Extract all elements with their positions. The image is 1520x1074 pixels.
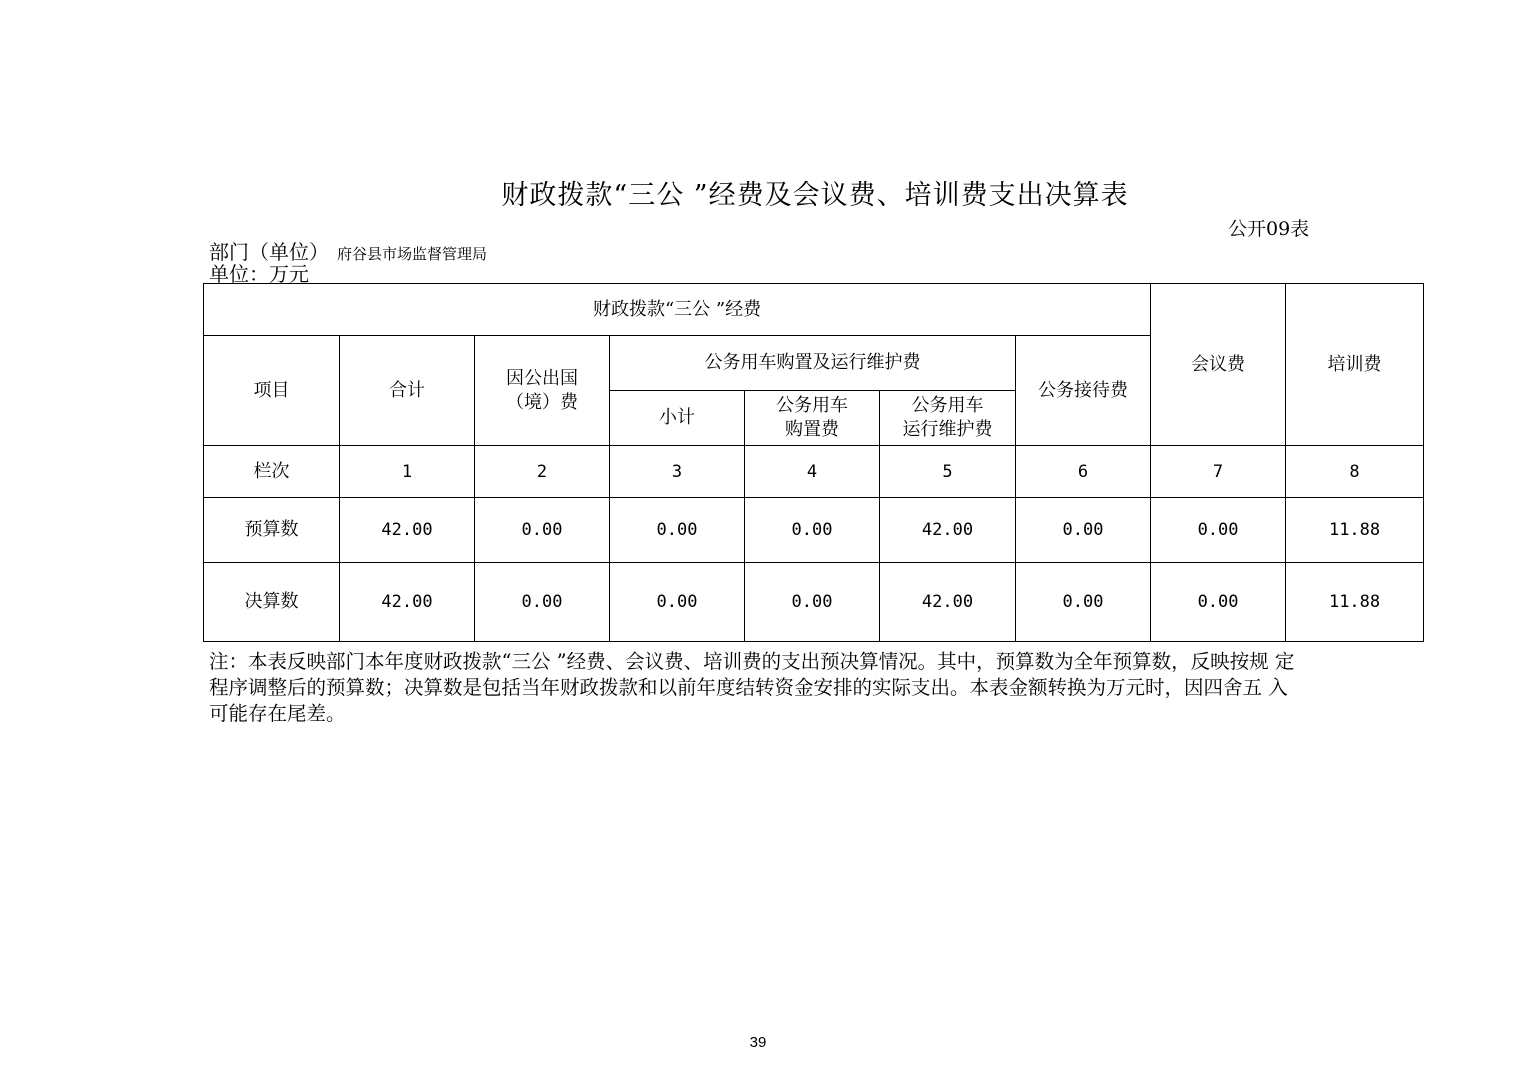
table-cell: 0.00 — [1016, 498, 1151, 563]
department-label: 部门（单位） — [209, 240, 329, 264]
header-item: 项目 — [204, 336, 340, 446]
table-cell: 0.00 — [610, 498, 745, 563]
table-cell: 1 — [340, 446, 475, 498]
table-cell: 42.00 — [880, 563, 1016, 642]
table-cell: 42.00 — [340, 498, 475, 563]
header-reception-fee: 公务接待费 — [1016, 336, 1151, 446]
group-header-cell: 财政拨款“三公 ”经费 — [204, 284, 1151, 336]
header-training-fee: 培训费 — [1286, 284, 1424, 446]
header-meeting-fee: 会议费 — [1151, 284, 1286, 446]
department-value: 府谷县市场监督管理局 — [337, 245, 488, 263]
table-cell: 11.88 — [1286, 498, 1424, 563]
table-row — [204, 446, 1424, 498]
table-cell: 7 — [1151, 446, 1286, 498]
table-row — [204, 498, 1424, 563]
header-vehicle-subtotal: 小计 — [610, 391, 745, 446]
header-vehicle-purchase: 公务用车 购置费 — [745, 391, 880, 446]
table-cell: 0.00 — [1151, 563, 1286, 642]
table-cell: 0.00 — [745, 563, 880, 642]
table-cell: 0.00 — [1016, 563, 1151, 642]
table-cell: 8 — [1286, 446, 1424, 498]
row-label: 栏次 — [204, 446, 340, 498]
document-title: 财政拨款“三公 ”经费及会议费、培训费支出决算表 — [501, 180, 1129, 211]
table-cell: 2 — [475, 446, 610, 498]
table-cell: 11.88 — [1286, 563, 1424, 642]
table-cell: 42.00 — [880, 498, 1016, 563]
table-cell: 4 — [745, 446, 880, 498]
table-cell: 0.00 — [475, 563, 610, 642]
table-footnote: 注：本表反映部门本年度财政拨款“三公 ”经费、会议费、培训费的支出预决算情况。其中，预算数为全年预算数，反映按规 定程序调整后的预算数；决算数是包括当年财政拨款和以前年度结转资金安排的实际支出。本表金额转换为万元时，因四舍五 入可能存在尾差。 — [209, 650, 1295, 725]
table-header-row — [204, 284, 1424, 336]
table-cell: 42.00 — [340, 563, 475, 642]
header-total: 合计 — [340, 336, 475, 446]
unit-label: 单位：万元 — [209, 262, 309, 286]
header-abroad-fee: 因公出国 （境）费 — [475, 336, 610, 446]
table-row — [204, 563, 1424, 642]
table-cell: 0.00 — [745, 498, 880, 563]
table-cell: 0.00 — [475, 498, 610, 563]
table-cell: 0.00 — [1151, 498, 1286, 563]
row-label: 决算数 — [204, 563, 340, 642]
header-vehicle-group: 公务用车购置及运行维护费 — [610, 336, 1016, 391]
table-cell: 5 — [880, 446, 1016, 498]
form-code: 公开09表 — [1228, 218, 1310, 240]
table-cell: 6 — [1016, 446, 1151, 498]
expenditure-table — [203, 283, 1424, 642]
header-vehicle-operation: 公务用车 运行维护费 — [880, 391, 1016, 446]
row-label: 预算数 — [204, 498, 340, 563]
table-cell: 0.00 — [610, 563, 745, 642]
table-cell: 3 — [610, 446, 745, 498]
page-number: 39 — [749, 1034, 767, 1051]
